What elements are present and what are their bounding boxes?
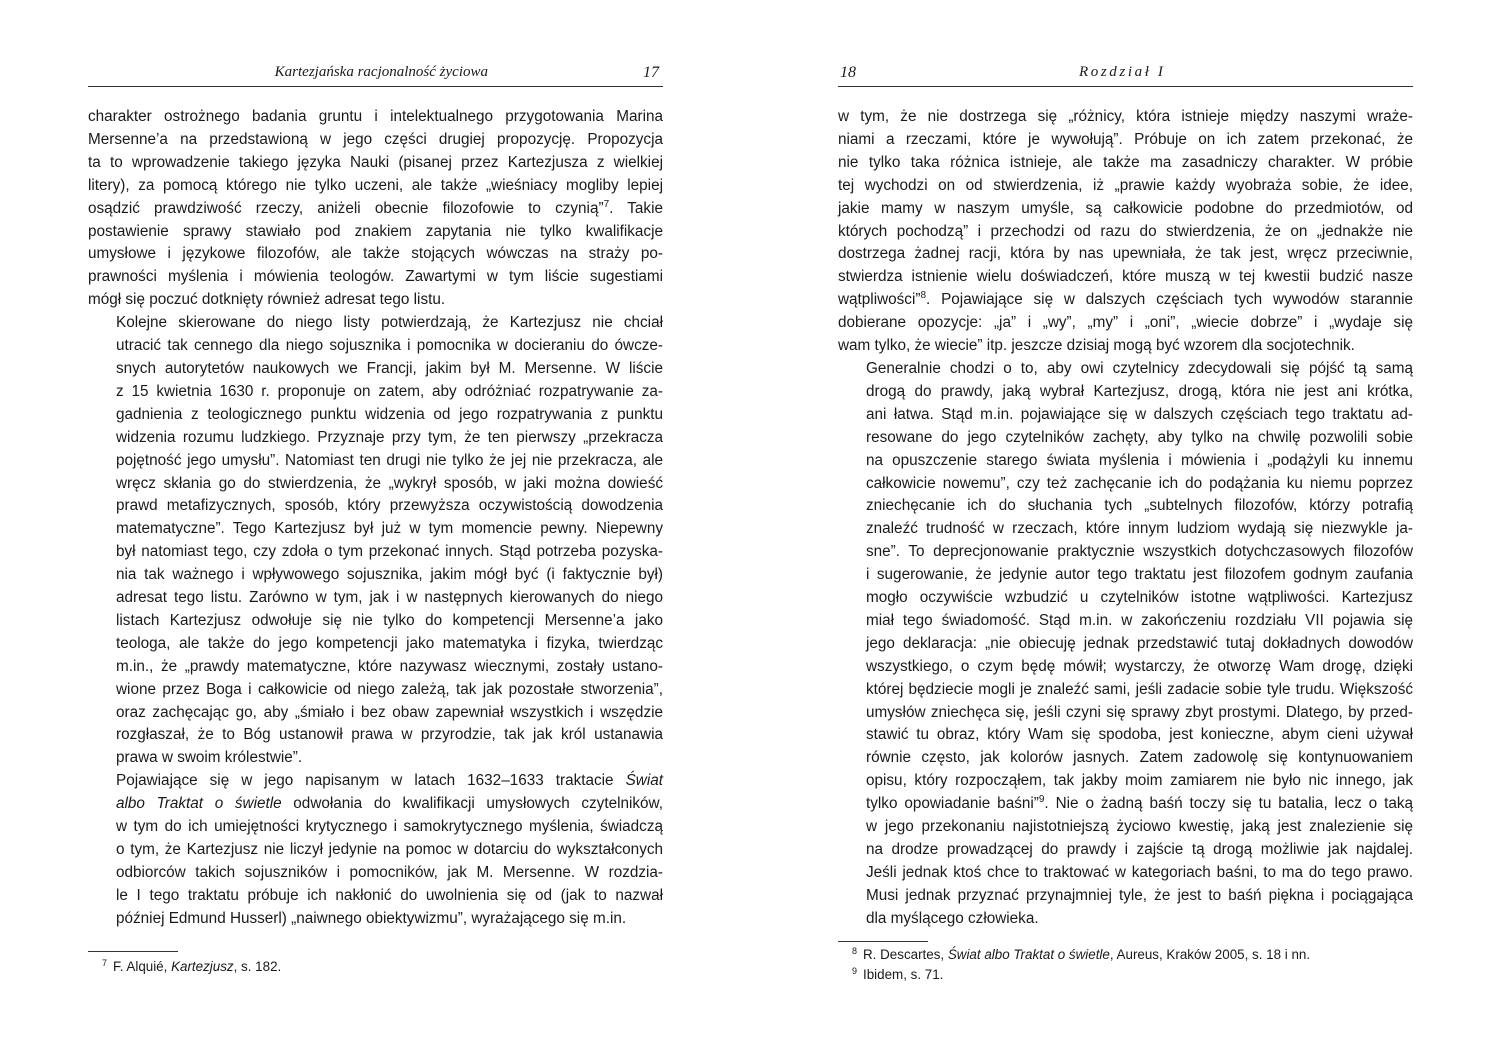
text-line: której będziecie mogli je znaleźć sami, jeśli zadacie sobie tyle trudu. Większość [866,680,1413,698]
footnote-rule [838,941,928,942]
text-line: stwierdza istnienie wielu doświadczeń, które muszą w tej kwestii budzić nasze [838,268,1413,286]
text-line: na opuszczenie starego świata myślenia i mówienia i „podążyli ku innemu [866,451,1413,469]
page-number: 17 [643,64,659,81]
text-line: oraz zachęcając go, aby „śmiało i bez obaw zapewniał wszystkich i wszędzie [116,703,663,721]
footnote-text: F. Alquié, Kartezjusz, s. 182. [113,959,282,974]
text-line: dobierane opozycje: „ja” i „wy”, „my” i „oni”, „wiecie dobrze” i „wydaje się [838,314,1413,332]
italic-title: albo Traktat o świetle [116,795,282,813]
text-line: wione przez Boga i całkowicie od niego zależą, tak jak pozostałe stworzenia”, [116,680,663,698]
text-line: dla myślącego człowieka. [866,909,1039,927]
text-line: listach Kartezjusz odwołuje się nie tylko do kompetencji Mersenne’a jako [116,611,663,629]
text-line: gadnienia z teologicznego punktu widzenia od jego rozpatrywania z punktu [116,405,663,423]
text-line: wszystkiego, o czym będę mówił; wystarczy, że otworzę Wam drogę, dzięki [866,657,1413,675]
footnote-marker: 7 [102,957,108,968]
text-line: umysłów zniechęca się, jeśli czyni się sprawy zbyt prostymi. Dlatego, by przed- [866,703,1413,721]
text-line: litery), za pomocą którego nie tylko uczeni, ale także „wieśniacy mogliby lepiej [88,176,663,194]
text-line: równie często, jak kolorów jasnych. Zatem zadowolę się kontynuowaniem [866,749,1413,767]
footnote-rule [88,951,178,952]
text-line: albo Traktat o świetle odwołania do kwalifikacji umysłowych czytelników, [116,795,664,813]
footnote-reference: 9 [1038,794,1045,806]
text-line: stawić tu obraz, który Wam się spodoba, jest konieczne, abym cieni używał [866,726,1413,744]
text-line: pojętność jego umysłu”. Natomiast ten drugi nie tylko że jej nie przekracza, ale [116,451,663,469]
footnote [838,965,1413,985]
text-line: rozgłaszał, że to Bóg ustanowił prawa w przyrodzie, tak jak król ustanawia [116,726,663,744]
paragraph [88,312,663,770]
text-line: dostrzega żadnej racji, która by nas upewniała, że tak jest, wręcz przeciwnie, [838,245,1413,263]
text-line: całkowicie nowemu”, czy też zachęcanie ich do podążania ku niemu poprzez [866,474,1413,492]
text-line: Kolejne skierowane do niego listy potwierdzają, że Kartezjusz nie chciał [116,314,663,332]
text-line: na drodze prowadzącej do prawdy i zajście tą drogą możliwie jak najdalej. [866,841,1413,858]
paragraph [838,358,1413,931]
text-line: sne”. To deprecjonowanie praktycznie wszystkich dotychczasowych filozofów [866,543,1413,561]
text-line: w tym, że nie dostrzega się „różnicy, która istnieje między naszymi wraże- [838,108,1413,125]
right-page [838,0,1413,1064]
text-line: m.in., że „prawdy matematyczne, które nazywasz wiecznymi, zostały ustano- [116,657,663,675]
text-line: prawności myślenia i mówienia teologów. Zawartymi w tym liście sugestiami [88,268,663,286]
text-line: teologa, ale także do jego kompetencji jako matematyka i fizyka, twierdząc [116,634,663,652]
text-line: Musi jednak przyznać przynajmniej tyle, że jest to baśń piękna i pociągająca [866,886,1413,904]
text-line: ani łatwa. Stąd m.in. pojawiające się w dalszych częściach tego traktatu ad- [866,405,1413,423]
text-line: le I tego traktatu próbuje ich nakłonić do uwolnienia się od (jak to nazwał [116,886,663,904]
footnote-marker: 9 [852,965,858,976]
text-line: nia tak ważnego i wpływowego sojusznika, jakim mógł być (i faktycznie był) [116,566,663,584]
left-page [88,0,663,1064]
text-line: wątpliwości”$^8$. Pojawiające się w dalszych częściach tych wywodów starannie [838,290,1413,309]
text-line: snych autorytetów naukowych we Francji, jakim był M. Mersenne. W liście [116,359,663,377]
text-line: adresat tego listu. Zarówno w tym, jak i w następnych kierowanych do niego [116,589,663,607]
running-head-title: Kartezjańska racjonalność życiowa [274,64,488,80]
text-line: opisu, który rozpocząłem, tak jakby moim zamiarem nie było nic innego, jak [866,772,1413,790]
body-text [88,106,663,931]
text-line: w jego przekonaniu najistotniejszą życiowo kwestię, jaką jest znalezienie się [866,818,1413,836]
text-line: zniechęcanie ich do słuchania tych „subtelnych filozofów, którzy potrafią [866,497,1413,515]
running-head [838,62,1413,87]
text-line: drogą do prawdy, jaką wybrał Kartezjusz, drogą, która nie jest ani krótka, [866,382,1413,400]
body-text [838,106,1413,931]
footnote [838,945,1413,965]
text-line: ta to wprowadzenie takiego języka Nauki (pisanej przez Kartezjusza z wielkiej [88,153,663,171]
text-line: tylko opowiadanie baśni”$^9$. Nie o żadną baśń toczy się tu batalia, lecz o taką [866,794,1413,813]
text-line: miał tego świadomość. Stąd m.in. w zakończeniu rozdziału VII pojawia się [866,611,1413,629]
text-line: umysłowe i językowe filozofów, ale także stojących wówczas na straży po- [88,245,663,263]
text-line: znaleźć trudność w rzeczach, które innym ludziom wydają się niezwykle ja- [866,520,1413,538]
text-line: nie tylko taka różnica istnieje, ale także ma zasadniczy charakter. W próbie [838,153,1413,171]
text-line: osądzić prawdziwość rzeczy, aniżeli obecnie filozofowie to czynią”$^7$. Takie [88,198,663,217]
footnotes [838,945,1413,985]
text-line: utracić tak cennego dla niego sojusznika i pomocnika w docieraniu do ówcze- [116,337,663,355]
footnote [88,957,663,977]
italic-title: Świat [625,772,663,790]
text-line: mógł się poczuć dotknięty również adresat tego listu. [88,291,446,309]
text-line: wręcz skłania go do stwierdzenia, że „wykrył sposób, w jaki można dowieść [116,474,663,492]
italic-title: Świat albo Traktat o świetle [947,947,1110,962]
text-line: Pojawiające się w jego napisanym w latach 1632–1633 traktacie Świat [116,772,663,790]
text-line: postawienie sprawy stawiało pod znakiem zapytania nie tylko kwalifikacje [88,222,663,240]
footnote-reference: 7 [603,198,610,210]
footnotes [88,957,663,977]
text-line: prawa w swoim królestwie”. [116,749,303,767]
text-line: niami a rzeczami, które je wywołują”. Próbuje on ich zatem przekonać, że [838,130,1413,148]
text-line: resowane do jego czytelników zachęty, aby tylko na chwilę pozwolili sobie [866,428,1413,446]
footnote-text: Ibidem, s. 71. [863,967,944,982]
text-line: których pochodzą” i przechodzi od razu do stwierdzenia, że on „jednakże nie [838,222,1413,240]
page-number: 18 [840,64,856,81]
text-line: wam tylko, że wiecie” itp. jeszcze dzisiaj mogą być wzorem dla socjotechnik. [838,337,1355,355]
text-line: jego deklaracja: „nie obiecuję jednak przedstawić tutaj dokładnych dowodów [866,634,1413,652]
text-line: później Edmund Husserl) „naiwnego obiektywizmu”, wyrażającego się m.in. [116,909,627,927]
text-line: odbiorców takich sojuszników i pomocników, jak M. Mersenne. W rozdzia- [116,863,663,881]
footnote-reference: 8 [920,290,927,302]
text-line: Generalnie chodzi o to, aby owi czytelnicy zdecydowali się pójść tą samą [866,359,1413,377]
text-line: w tym do ich umiejętności krytycznego i samokrytycznego myślenia, świadczą [116,818,663,836]
text-line: mogło oczywiście wzbudzić u czytelników istotne wątpliwości. Kartezjusz [866,589,1413,607]
footnote-text: R. Descartes, Świat albo Traktat o świetle, Aureus, Kraków 2005, s. 18 i nn. [863,947,1311,962]
text-line: matematyczne”. Tego Kartezjusz był już w tym momencie pewny. Niepewny [116,520,663,538]
italic-title: Kartezjusz [171,959,234,974]
paragraph [88,770,663,930]
running-head-title: Rozdział I [1079,64,1166,80]
text-line: i sugerowanie, że jedynie autor tego traktatu jest filozofem godnym zaufania [866,566,1413,584]
text-line: o tym, że Kartezjusz nie liczył jedynie na pomoc w dotarciu do wykształconych [116,841,663,858]
text-line: charakter ostrożnego badania gruntu i intelektualnego przygotowania Marina [88,108,663,125]
running-head [88,62,663,87]
paragraph [88,106,663,312]
text-line: Mersenne’a na przedstawioną w jego części drugiej propozycję. Propozycja [88,130,663,148]
text-line: widzenia rozumu ludzkiego. Przyznaje przy tym, że ten pierwszy „przekracza [116,428,663,446]
text-line: był natomiast tego, czy zdoła o tym przekonać innych. Stąd potrzeba pozyska- [116,543,663,561]
text-line: prawd metafizycznych, sposób, który przewyższa oczywistością dowodzenia [116,497,663,515]
text-line: jakie mamy w naszym umyśle, są całkowicie podobne do przedmiotów, od [838,199,1413,217]
text-line: tej wychodzi on od stwierdzenia, iż „prawie każdy wyobraża sobie, że idee, [838,176,1413,194]
text-line: z 15 kwietnia 1630 r. proponuje on zatem, aby odróżniać rozpatrywanie za- [116,382,663,400]
paragraph [838,106,1413,358]
footnote-marker: 8 [852,945,858,956]
text-line: Jeśli jednak ktoś chce to traktować w kategoriach baśni, to ma do tego prawo. [866,863,1413,881]
